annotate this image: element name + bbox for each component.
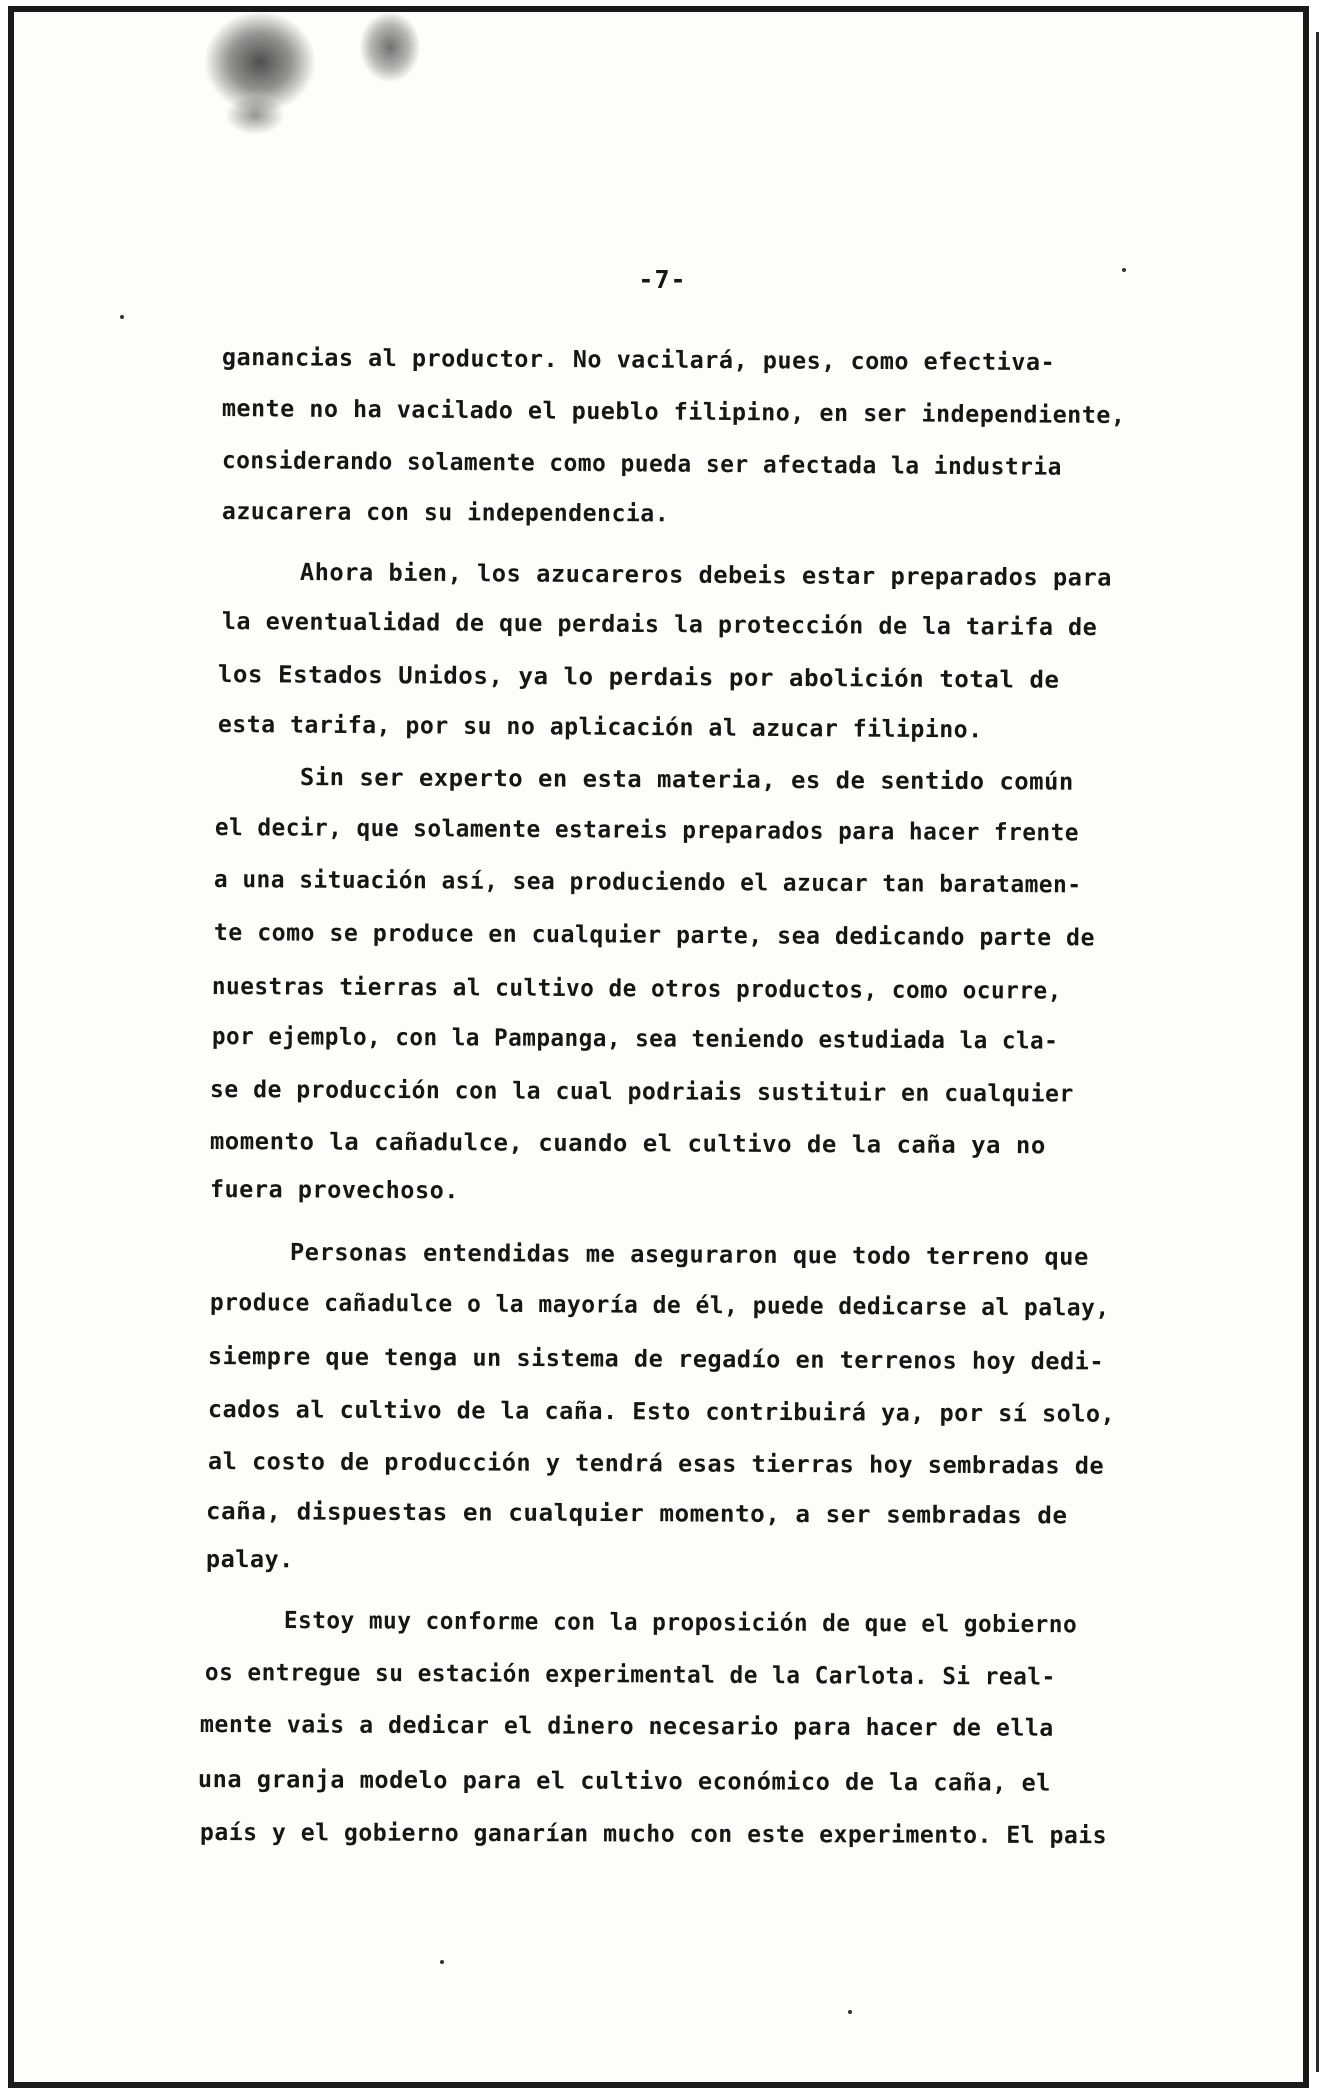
text-line: caña, dispuestas en cualquier momento, a ser sembradas de <box>205 1497 1068 1530</box>
text-line: el decir, que solamente estareis preparados para hacer frente <box>214 813 1080 847</box>
text-line: una granja modelo para el cultivo económico de la caña, el <box>197 1765 1051 1797</box>
text-line: azucarera con su independencia. <box>221 497 670 528</box>
text-line: país y el gobierno ganarían mucho con este experimento. El pais <box>199 1818 1108 1850</box>
text-line: mente no ha vacilado el pueblo filipino, en ser independiente, <box>221 394 1126 430</box>
text-line: la eventualidad de que perdais la protección de la tarifa de <box>221 607 1098 642</box>
text-line: os entregue su estación experimental de la Carlota. Si real- <box>204 1658 1056 1691</box>
text-line: produce cañadulce o la mayoría de él, puede dedicarse al palay, <box>209 1288 1110 1322</box>
text-line: Estoy muy conforme con la proposición de que el gobierno <box>283 1606 1078 1639</box>
text-line: Personas entendidas me aseguraron que todo terreno que <box>289 1238 1089 1271</box>
text-line: palay. <box>205 1545 294 1574</box>
text-line: nuestras tierras al cultivo de otros productos, como ocurre, <box>211 972 1062 1005</box>
text-line: por ejemplo, con la Pampanga, sea teniendo estudiada la cla- <box>211 1022 1059 1055</box>
text-line: te como se produce en cualquier parte, sea dedicando parte de <box>213 918 1096 952</box>
text-line: siempre que tenga un sistema de regadío en terrenos hoy dedi- <box>207 1342 1105 1376</box>
text-line: a una situación así, sea produciendo el azucar tan baratamen- <box>213 865 1082 899</box>
text-line: momento la cañadulce, cuando el cultivo de la caña ya no <box>209 1127 1046 1160</box>
text-line: Sin ser experto en esta materia, es de sentido común <box>299 763 1074 796</box>
text-line: los Estados Unidos, ya lo perdais por abolición total de <box>217 660 1060 694</box>
text-line: al costo de producción y tendrá esas tierras hoy sembradas de <box>207 1447 1105 1480</box>
text-line: esta tarifa, por su no aplicación al azucar filipino. <box>217 710 983 744</box>
text-line: mente vais a dedicar el dinero necesario para hacer de ella <box>199 1710 1054 1742</box>
text-line: se de producción con la cual podriais sustituir en cualquier <box>209 1075 1074 1108</box>
text-line: considerando solamente como pueda ser afectada la industria <box>221 446 1063 481</box>
text-line: cados al cultivo de la caña. Esto contribuirá ya, por sí solo, <box>207 1395 1116 1428</box>
text-line: fuera provechoso. <box>209 1175 460 1205</box>
page-number: -7- <box>638 265 687 294</box>
text-line: Ahora bien, los azucareros debeis estar preparados para <box>299 558 1113 592</box>
text-line: ganancias al productor. No vacilará, pues, como efectiva- <box>221 343 1056 377</box>
